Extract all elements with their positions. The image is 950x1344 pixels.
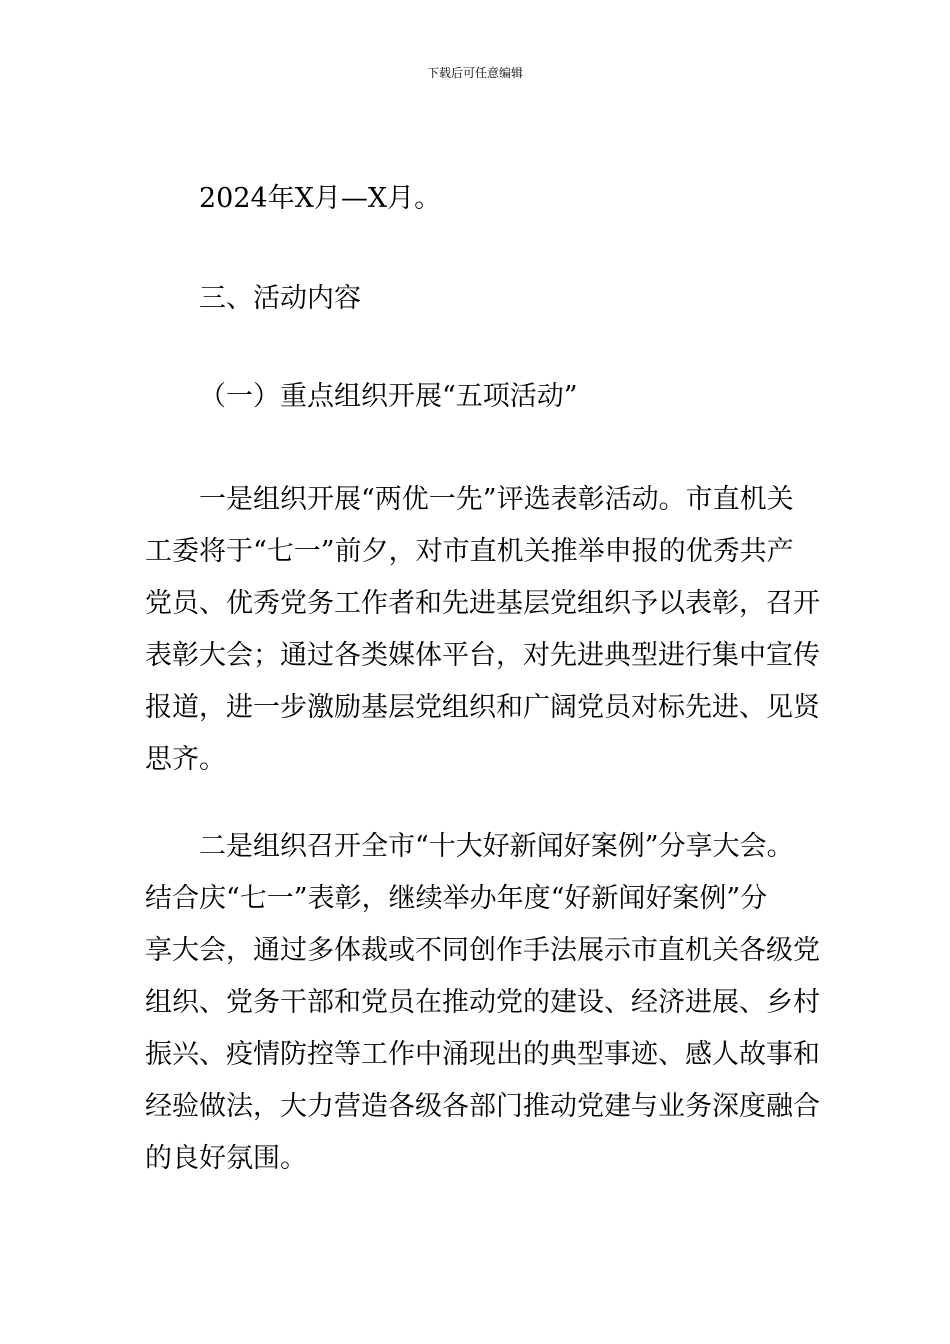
page-header-note: 下载后可任意编辑 bbox=[426, 66, 523, 80]
subsection-title: （一）重点组织开展“五项活动” bbox=[199, 381, 578, 412]
section-title-block bbox=[145, 273, 361, 325]
paragraph-line: 结合庆“七一”表彰，继续举办年度“好新闻好案例”分 bbox=[145, 883, 768, 914]
paragraph-line: 振兴、疫情防控等工作中涌现出的典型事迹、感人故事和 bbox=[145, 1039, 820, 1070]
paragraph-line: 二是组织召开全市“十大好新闻好案例”分享大会。 bbox=[199, 831, 794, 862]
subsection-title-block bbox=[145, 371, 578, 423]
paragraph-2 bbox=[145, 821, 820, 1185]
paragraph-line: 党员、优秀党务工作者和先进基层党组织予以表彰，召开 bbox=[145, 588, 820, 619]
paragraph-line: 享大会，通过多体裁或不同创作手法展示市直机关各级党 bbox=[145, 935, 820, 966]
paragraph-line: 思齐。 bbox=[145, 744, 226, 775]
section-title: 三、活动内容 bbox=[199, 283, 361, 314]
date-line-block bbox=[145, 173, 441, 225]
paragraph-line: 一是组织开展“两优一先”评选表彰活动。市直机关 bbox=[199, 484, 794, 515]
paragraph-1 bbox=[145, 474, 820, 786]
paragraph-line: 组织、党务干部和党员在推动党的建设、经济进展、乡村 bbox=[145, 987, 820, 1018]
paragraph-line: 报道，进一步激励基层党组织和广阔党员对标先进、见贤 bbox=[145, 692, 820, 723]
paragraph-line: 工委将于“七一”前夕，对市直机关推举申报的优秀共产 bbox=[145, 536, 794, 567]
date-line: 2024年X月—X月。 bbox=[199, 183, 442, 214]
paragraph-line: 表彰大会；通过各类媒体平台，对先进典型进行集中宣传 bbox=[145, 640, 820, 671]
paragraph-line: 的良好氛围。 bbox=[145, 1143, 307, 1174]
paragraph-line: 经验做法，大力营造各级各部门推动党建与业务深度融合 bbox=[145, 1091, 820, 1122]
